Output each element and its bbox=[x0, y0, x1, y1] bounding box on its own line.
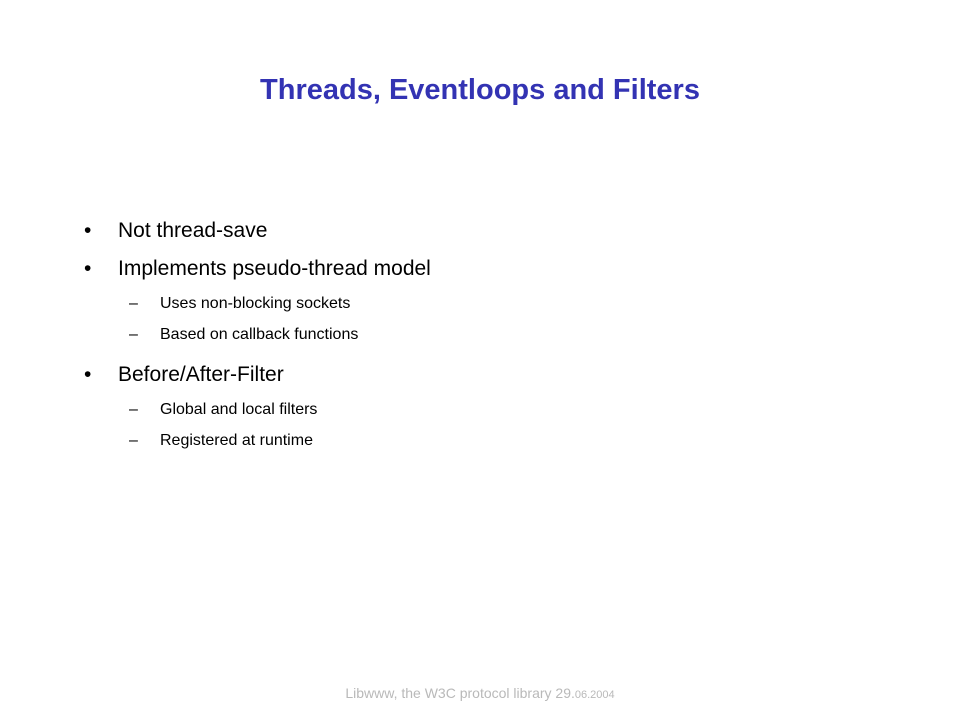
slide-title: Threads, Eventloops and Filters bbox=[260, 74, 700, 106]
sub-bullet-list bbox=[118, 394, 960, 456]
sub-bullet-marker: – bbox=[129, 326, 138, 343]
bullet-marker: • bbox=[84, 257, 92, 280]
sub-bullet-item bbox=[0, 319, 960, 350]
sub-bullet-item bbox=[0, 394, 960, 425]
bullet-marker: • bbox=[84, 363, 92, 386]
footer-text: Libwww, the W3C protocol library 29. bbox=[345, 685, 575, 701]
bullet-text: Before/After-Filter bbox=[118, 363, 284, 386]
bullet-text: Not thread-save bbox=[118, 219, 268, 242]
sub-bullet-text: Based on callback functions bbox=[160, 326, 359, 343]
sub-bullet-list bbox=[118, 288, 960, 350]
sub-bullet-text: Uses non-blocking sockets bbox=[160, 295, 351, 312]
bullet-list bbox=[0, 212, 960, 462]
bullet-item bbox=[0, 250, 960, 350]
sub-bullet-marker: – bbox=[129, 432, 138, 449]
bullet-marker: • bbox=[84, 219, 92, 242]
sub-bullet-item bbox=[0, 288, 960, 319]
sub-bullet-text: Registered at runtime bbox=[160, 432, 313, 449]
sub-bullet-marker: – bbox=[129, 295, 138, 312]
bullet-item bbox=[0, 356, 960, 456]
footer-date: 06.2004 bbox=[574, 689, 615, 701]
sub-bullet-marker: – bbox=[129, 401, 138, 418]
slide-footer bbox=[0, 685, 960, 701]
bullet-item bbox=[0, 212, 960, 250]
sub-bullet-text: Global and local filters bbox=[160, 401, 318, 418]
sub-bullet-item bbox=[0, 425, 960, 456]
bullet-text: Implements pseudo-thread model bbox=[118, 257, 431, 280]
